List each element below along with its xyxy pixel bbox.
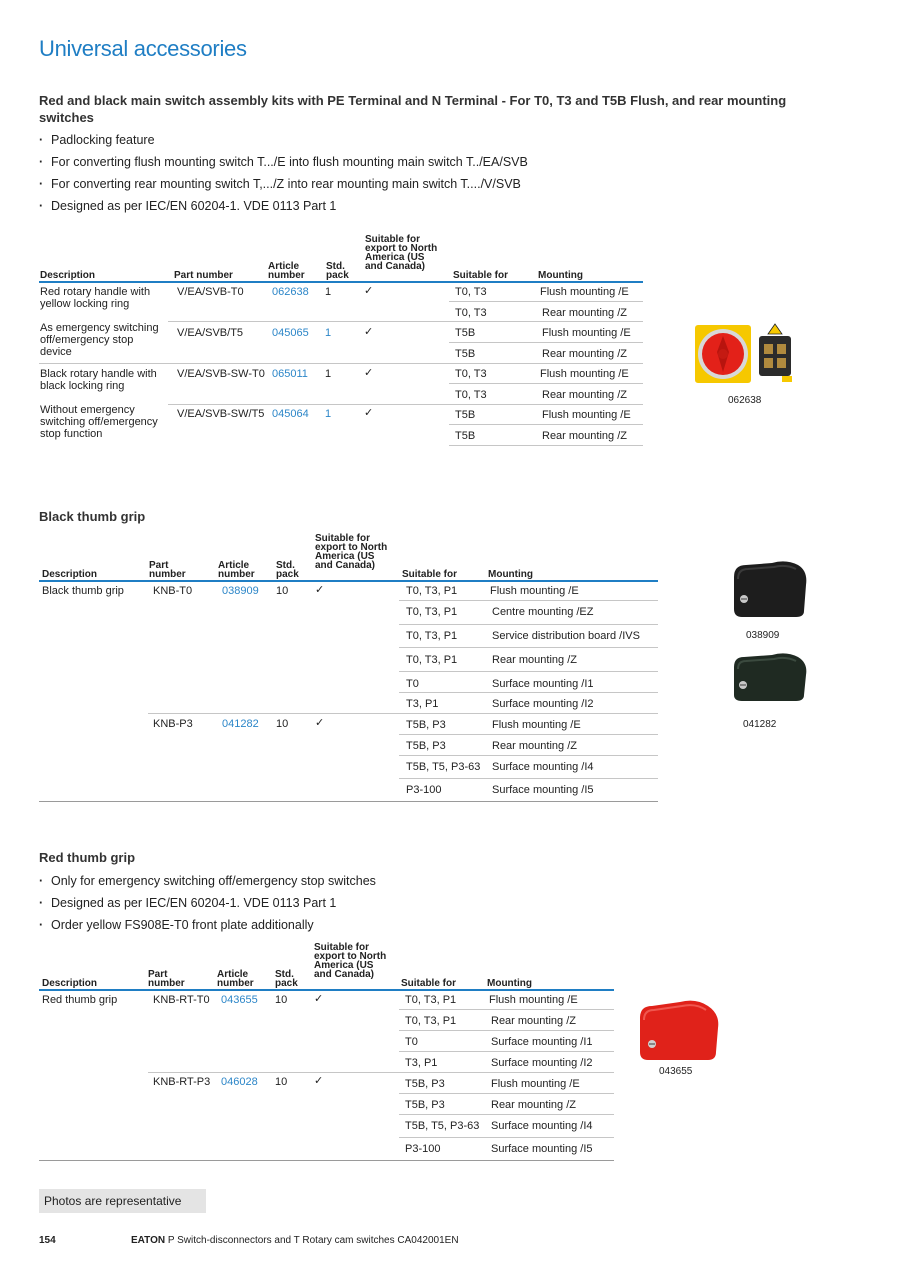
kit-mounting: Flush mounting /E xyxy=(542,409,631,421)
bullet-item: · For converting flush mounting switch T.../E into flush mounting main switch T../EA/SVB xyxy=(39,151,528,173)
row-divider xyxy=(399,1137,614,1138)
bullet-list-red-grip xyxy=(39,870,376,936)
header-article-number: Article number xyxy=(217,969,254,989)
footer-brand: EATON xyxy=(131,1235,166,1246)
grip-suitable: T3, P1 xyxy=(406,698,439,710)
kit-suitable: T5B xyxy=(455,430,476,442)
grip-mounting: Surface mounting /I2 xyxy=(491,1057,593,1069)
grip-suitable: P3-100 xyxy=(406,784,442,796)
grip-mounting: Flush mounting /E xyxy=(489,994,578,1006)
row-divider xyxy=(148,1072,614,1073)
page-title: Universal accessories xyxy=(39,36,247,61)
grip-mounting: Flush mounting /E xyxy=(490,585,579,597)
bullet-item: · Padlocking feature xyxy=(39,129,528,151)
grip-suitable: T0, T3, P1 xyxy=(405,994,457,1006)
grip-suitable: T3, P1 xyxy=(405,1057,438,1069)
header-description: Description xyxy=(42,978,98,989)
header-std-pack: Std. pack xyxy=(275,969,298,989)
grip-suitable: T5B, P3 xyxy=(405,1078,445,1090)
grip-suitable: T5B, P3 xyxy=(405,1099,445,1111)
row-divider xyxy=(399,1009,614,1010)
grip-mounting: Rear mounting /Z xyxy=(492,654,577,666)
kit-part-number: V/EA/SVB-SW/T5 xyxy=(177,408,265,420)
row-divider xyxy=(399,1030,614,1031)
grip-mounting: Surface mounting /I5 xyxy=(492,784,594,796)
kit-article-link[interactable]: 065011 xyxy=(272,368,308,380)
kit-mounting: Rear mounting /Z xyxy=(542,389,627,401)
grip-suitable: T0, T3, P1 xyxy=(406,630,458,642)
header-mounting: Mounting xyxy=(538,270,583,281)
image-caption: 043655 xyxy=(659,1066,693,1077)
header-rule xyxy=(39,989,614,991)
row-divider xyxy=(449,424,643,425)
grip-suitable: T0, T3, P1 xyxy=(406,654,458,666)
bullet-item: · Only for emergency switching off/emergency stop switches xyxy=(39,870,376,892)
grip-mounting: Rear mounting /Z xyxy=(491,1015,576,1027)
grip-suitable: P3-100 xyxy=(405,1143,441,1155)
header-part-number: Part number xyxy=(149,560,186,580)
grip-suitable: T0, T3, P1 xyxy=(406,606,458,618)
row-divider xyxy=(399,755,658,756)
grip-suitable: T5B, T5, P3-63 xyxy=(406,761,481,773)
image-caption: 041282 xyxy=(743,719,777,730)
check-icon: ✓ xyxy=(364,326,374,338)
header-article-number: Article number xyxy=(218,560,255,580)
row-divider xyxy=(399,734,658,735)
header-description: Description xyxy=(40,270,96,281)
image-caption: 062638 xyxy=(728,395,762,406)
kit-description: Without emergency switching off/emergency stop function xyxy=(40,404,158,440)
header-std-pack: Std. pack xyxy=(326,261,349,281)
kit-article-link[interactable]: 045065 xyxy=(272,327,309,339)
kit-suitable: T0, T3 xyxy=(455,389,487,401)
header-suitable-for: Suitable for xyxy=(401,978,457,989)
header-export: Suitable for export to North America (US and Canada) xyxy=(315,533,388,571)
header-description: Description xyxy=(42,569,98,580)
grip-suitable: T5B, P3 xyxy=(406,740,446,752)
grip-suitable: T0 xyxy=(405,1036,418,1048)
row-divider xyxy=(168,404,643,405)
kit-mounting: Flush mounting /E xyxy=(540,368,629,380)
header-suitable-for: Suitable for xyxy=(453,270,509,281)
check-icon: ✓ xyxy=(315,584,325,596)
check-icon: ✓ xyxy=(314,1075,324,1087)
grip-description: Black thumb grip xyxy=(42,585,124,597)
grip-description: Red thumb grip xyxy=(42,994,118,1006)
grip-article-link[interactable]: 046028 xyxy=(221,1076,258,1088)
grip-mounting: Surface mounting /I4 xyxy=(492,761,594,773)
kit-suitable: T0, T3 xyxy=(455,286,487,298)
kit-description: Black rotary handle with black locking ring xyxy=(40,368,157,392)
kit-part-number: V/EA/SVB/T5 xyxy=(177,327,244,339)
kit-suitable: T5B xyxy=(455,348,476,360)
row-divider xyxy=(399,778,658,779)
grip-mounting: Surface mounting /I1 xyxy=(491,1036,593,1048)
black-thumb-grip-p3-image xyxy=(730,649,810,703)
grip-mounting: Surface mounting /I5 xyxy=(491,1143,593,1155)
kit-suitable: T5B xyxy=(455,409,476,421)
footer-title xyxy=(131,1235,459,1246)
kit-suitable: T0, T3 xyxy=(455,368,487,380)
kit-mounting: Rear mounting /Z xyxy=(542,430,627,442)
header-export: Suitable for export to North America (US and Canada) xyxy=(365,234,438,272)
grip-std-pack: 10 xyxy=(275,994,288,1006)
bullet-item: · Designed as per IEC/EN 60204-1. VDE 0113 Part 1 xyxy=(39,195,528,217)
image-caption: 038909 xyxy=(746,630,780,641)
grip-std-pack: 10 xyxy=(276,718,289,730)
grip-suitable: T0 xyxy=(406,678,419,690)
header-mounting: Mounting xyxy=(488,569,533,580)
row-divider xyxy=(399,1093,614,1094)
bullet-item: · Designed as per IEC/EN 60204-1. VDE 0113 Part 1 xyxy=(39,892,376,914)
row-divider xyxy=(449,342,643,343)
header-article-number: Article number xyxy=(268,261,305,281)
grip-mounting: Service distribution board /IVS xyxy=(492,630,640,642)
kit-mounting: Rear mounting /Z xyxy=(542,307,627,319)
section-title-black-grip: Black thumb grip xyxy=(39,509,146,524)
photos-note: Photos are representative xyxy=(39,1189,206,1213)
header-export: Suitable for export to North America (US and Canada) xyxy=(314,942,387,980)
row-divider xyxy=(39,363,643,364)
bullet-list-kits xyxy=(39,129,528,217)
page-number: 154 xyxy=(39,1235,56,1246)
red-thumb-grip-image xyxy=(636,996,722,1062)
row-divider xyxy=(449,445,643,446)
kit-mounting: Flush mounting /E xyxy=(542,327,631,339)
row-divider xyxy=(399,647,658,648)
header-std-pack: Std. pack xyxy=(276,560,299,580)
header-part-number: Part number xyxy=(148,969,185,989)
kit-mounting: Flush mounting /E xyxy=(540,286,629,298)
kit-std-pack: 1 xyxy=(325,286,332,298)
kit-article-link[interactable]: 045064 xyxy=(272,408,309,420)
header-part-number: Part number xyxy=(174,270,233,281)
check-icon: ✓ xyxy=(364,285,374,297)
grip-mounting: Rear mounting /Z xyxy=(492,740,577,752)
row-divider xyxy=(449,301,643,302)
header-rule xyxy=(39,580,658,582)
header-suitable-for: Suitable for xyxy=(402,569,458,580)
rotary-handle-kit-image xyxy=(694,322,794,386)
header-mounting: Mounting xyxy=(487,978,532,989)
bullet-item: · For converting rear mounting switch T,.../Z into rear mounting main switch T..../V/SVB xyxy=(39,173,528,195)
row-divider xyxy=(399,1114,614,1115)
check-icon: ✓ xyxy=(364,367,374,379)
table-bottom-rule xyxy=(39,801,658,802)
grip-part-number: KNB-RT-P3 xyxy=(153,1076,211,1088)
grip-mounting: Centre mounting /EZ xyxy=(492,606,594,618)
row-divider xyxy=(449,383,643,384)
grip-suitable: T0, T3, P1 xyxy=(405,1015,457,1027)
row-divider xyxy=(168,321,643,322)
kit-part-number: V/EA/SVB-T0 xyxy=(177,286,244,298)
kit-std-pack: 1 xyxy=(325,327,332,339)
grip-part-number: KNB-T0 xyxy=(153,585,193,597)
kit-article-link[interactable]: 062638 xyxy=(272,286,309,298)
grip-std-pack: 10 xyxy=(276,585,289,597)
grip-suitable: T5B, P3 xyxy=(406,719,446,731)
footer-doc-title: P Switch-disconnectors and T Rotary cam switches CA042001EN xyxy=(167,1235,459,1246)
kit-suitable: T0, T3 xyxy=(455,307,487,319)
grip-part-number: KNB-RT-T0 xyxy=(153,994,210,1006)
row-divider xyxy=(399,600,658,601)
header-rule xyxy=(39,281,643,283)
kit-mounting: Rear mounting /Z xyxy=(542,348,627,360)
grip-part-number: KNB-P3 xyxy=(153,718,193,730)
check-icon: ✓ xyxy=(314,993,324,1005)
black-thumb-grip-image xyxy=(730,557,810,619)
row-divider xyxy=(399,624,658,625)
grip-suitable: T0, T3, P1 xyxy=(406,585,458,597)
row-divider xyxy=(148,713,658,714)
kit-part-number: V/EA/SVB-SW-T0 xyxy=(177,368,265,380)
kit-description: As emergency switching off/emergency stop device xyxy=(40,322,159,358)
grip-std-pack: 10 xyxy=(275,1076,288,1088)
grip-suitable: T5B, T5, P3-63 xyxy=(405,1120,480,1132)
row-divider xyxy=(399,1051,614,1052)
grip-article-link[interactable]: 043655 xyxy=(221,994,258,1006)
section-title-kits: Red and black main switch assembly kits with PE Terminal and N Terminal - For T0, T3 and T5B Flush, and rear mounting switches xyxy=(39,93,787,125)
grip-article-link[interactable]: 038909 xyxy=(222,585,259,597)
grip-mounting: Surface mounting /I4 xyxy=(491,1120,593,1132)
table-bottom-rule xyxy=(39,1160,614,1161)
grip-mounting: Surface mounting /I1 xyxy=(492,678,594,690)
grip-mounting: Surface mounting /I2 xyxy=(492,698,594,710)
bullet-item: · Order yellow FS908E-T0 front plate additionally xyxy=(39,914,376,936)
kit-description: Red rotary handle with yellow locking ring xyxy=(40,286,151,310)
kit-suitable: T5B xyxy=(455,327,476,339)
kit-std-pack: 1 xyxy=(325,408,332,420)
grip-article-link[interactable]: 041282 xyxy=(222,718,259,730)
row-divider xyxy=(399,692,658,693)
kit-std-pack: 1 xyxy=(325,368,332,380)
check-icon: ✓ xyxy=(364,407,374,419)
check-icon: ✓ xyxy=(315,717,325,729)
grip-mounting: Flush mounting /E xyxy=(492,719,581,731)
grip-mounting: Flush mounting /E xyxy=(491,1078,580,1090)
grip-mounting: Rear mounting /Z xyxy=(491,1099,576,1111)
row-divider xyxy=(399,671,658,672)
section-title-red-grip: Red thumb grip xyxy=(39,850,136,865)
